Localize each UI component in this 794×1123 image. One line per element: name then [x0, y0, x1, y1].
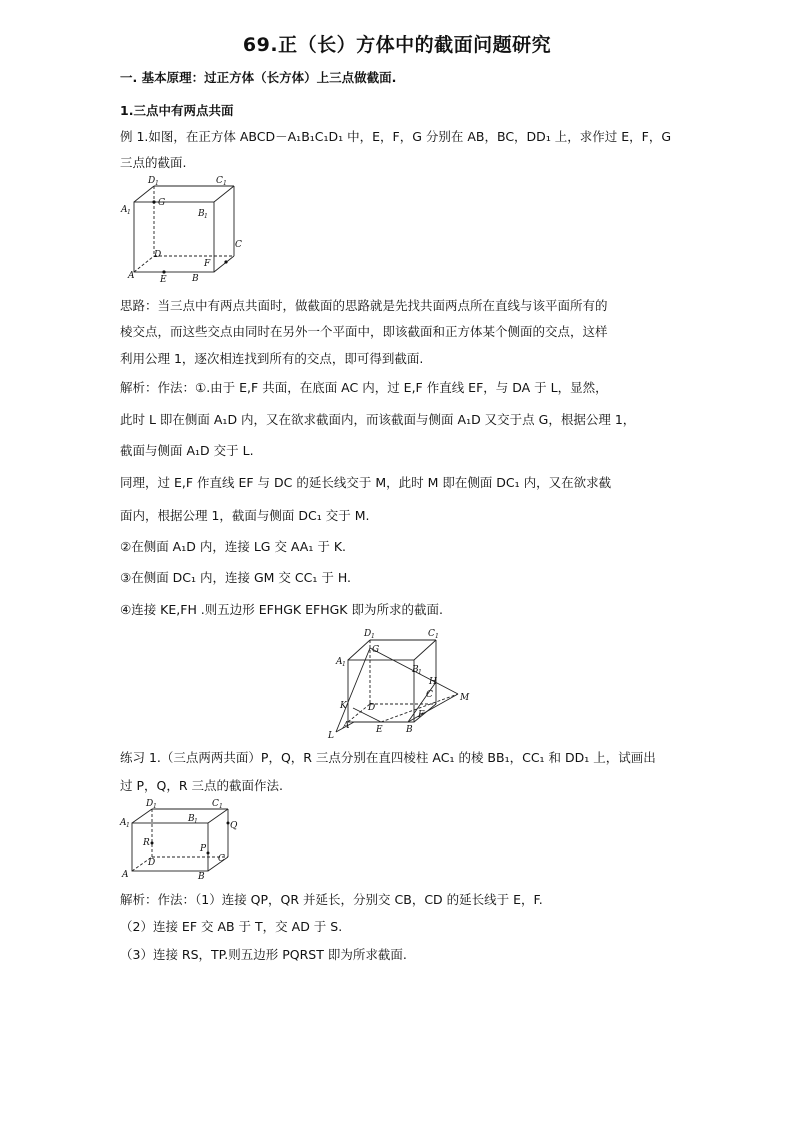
- exercise-text-line: 练习 1.（三点两两共面）P，Q，R 三点分别在直四棱柱 AC₁ 的棱 BB₁，CC₁ 和 DD₁ 上，试画出: [120, 750, 656, 765]
- label-R: R: [143, 838, 150, 848]
- svg-text:1: 1: [435, 633, 439, 640]
- solution-text-line: 截面与侧面 A₁D 交于 L.: [120, 443, 254, 458]
- exercise-text-line: 过 P，Q，R 三点的截面作法.: [120, 778, 283, 793]
- label-G: G: [158, 198, 166, 208]
- svg-text:1: 1: [371, 633, 375, 640]
- figure-cube-section: [326, 624, 476, 740]
- solution-text-line: 此时 L 即在侧面 A₁D 内，又在欲求截面内，而该截面与侧面 A₁D 又交于点 G，根据公理 1，: [120, 412, 636, 427]
- label-L: L: [328, 731, 334, 741]
- label-A: A: [128, 271, 135, 281]
- solution-text-line: ④连接 KE,FH .则五边形 EFHGK EFHGK 即为所求的截面.: [120, 602, 443, 617]
- label-B1: B: [198, 209, 205, 219]
- exercise-solution-line: （2）连接 EF 交 AB 于 T，交 AD 于 S.: [120, 919, 343, 934]
- idea-text-line: 利用公理 1，逐次相连找到所有的交点，即可得到截面.: [120, 351, 424, 366]
- label-D1: D: [148, 176, 156, 186]
- label-E: E: [376, 725, 383, 735]
- figure-cube-example: [118, 174, 242, 286]
- label-B1: B: [188, 814, 195, 824]
- label-C: C: [235, 240, 242, 250]
- exercise-solution-line: （3）连接 RS，TP.则五边形 PQRST 即为所求截面.: [120, 947, 407, 962]
- solution-text-line: ③在侧面 DC₁ 内，连接 GM 交 CC₁ 于 H.: [120, 570, 351, 585]
- svg-text:1: 1: [204, 213, 208, 220]
- label-A: A: [343, 721, 350, 731]
- example-text-line: 三点的截面.: [120, 155, 187, 170]
- label-D: D: [148, 858, 156, 868]
- label-B: B: [406, 725, 413, 735]
- label-C: C: [426, 690, 433, 700]
- label-C1: C: [212, 799, 219, 809]
- label-D1: D: [146, 799, 154, 809]
- example-text-line: 例 1.如图，在正方体 ABCD－A₁B₁C₁D₁ 中，E，F，G 分别在 AB，BC，DD₁ 上，求作过 E，F，G: [120, 129, 672, 144]
- svg-text:1: 1: [342, 661, 346, 668]
- label-A1: A: [336, 657, 343, 667]
- label-D: D: [154, 250, 162, 260]
- svg-text:1: 1: [153, 803, 157, 810]
- label-C1: C: [428, 629, 435, 639]
- exercise-solution-line: 解析：作法：（1）连接 QP，QR 并延长，分别交 CB，CD 的延长线于 E，F.: [120, 892, 543, 907]
- label-C1: C: [216, 176, 223, 186]
- label-F: F: [418, 710, 425, 720]
- svg-text:1: 1: [127, 209, 131, 216]
- label-A: A: [122, 870, 129, 880]
- label-B: B: [192, 274, 199, 284]
- label-M: M: [460, 693, 470, 703]
- svg-text:1: 1: [155, 180, 159, 187]
- svg-text:1: 1: [418, 669, 422, 676]
- label-B: B: [198, 872, 205, 882]
- label-P: P: [200, 844, 207, 854]
- section-heading: 一. 基本原理：过正方体（长方体）上三点做截面.: [120, 70, 397, 85]
- svg-text:1: 1: [194, 818, 198, 825]
- figure-prism-exercise: [118, 797, 238, 881]
- solution-text-line: 面内，根据公理 1，截面与侧面 DC₁ 交于 M.: [120, 508, 370, 523]
- label-E: E: [160, 275, 167, 285]
- solution-text-line: ②在侧面 A₁D 内，连接 LG 交 AA₁ 于 K.: [120, 539, 346, 554]
- svg-text:1: 1: [223, 180, 227, 187]
- label-H: H: [429, 677, 437, 687]
- label-A1: A: [121, 205, 128, 215]
- idea-text-line: 棱交点，而这些交点由同时在另外一个平面中，即该截面和正方体某个侧面的交点，这样: [120, 324, 608, 339]
- svg-text:1: 1: [219, 803, 223, 810]
- solution-text-line: 解析：作法：①.由于 E,F 共面，在底面 AC 内，过 E,F 作直线 EF，与 DA 于 L，显然，: [120, 380, 608, 395]
- label-F: F: [204, 259, 211, 269]
- subsection-heading: 1.三点中有两点共面: [120, 103, 234, 118]
- label-D: D: [368, 703, 376, 713]
- label-C: C: [218, 854, 225, 864]
- solution-text-line: 同理，过 E,F 作直线 EF 与 DC 的延长线交于 M，此时 M 即在侧面 DC₁ 内，又在欲求截: [120, 475, 612, 490]
- label-D1: D: [364, 629, 372, 639]
- svg-text:1: 1: [126, 822, 130, 829]
- label-Q: Q: [230, 821, 238, 831]
- label-A1: A: [120, 818, 127, 828]
- page-title: 69.正（长）方体中的截面问题研究: [242, 34, 552, 56]
- label-K: K: [340, 701, 347, 711]
- label-B1: B: [412, 665, 419, 675]
- idea-text-line: 思路：当三点中有两点共面时，做截面的思路就是先找共面两点所在直线与该平面所有的: [120, 298, 608, 313]
- label-G: G: [372, 645, 380, 655]
